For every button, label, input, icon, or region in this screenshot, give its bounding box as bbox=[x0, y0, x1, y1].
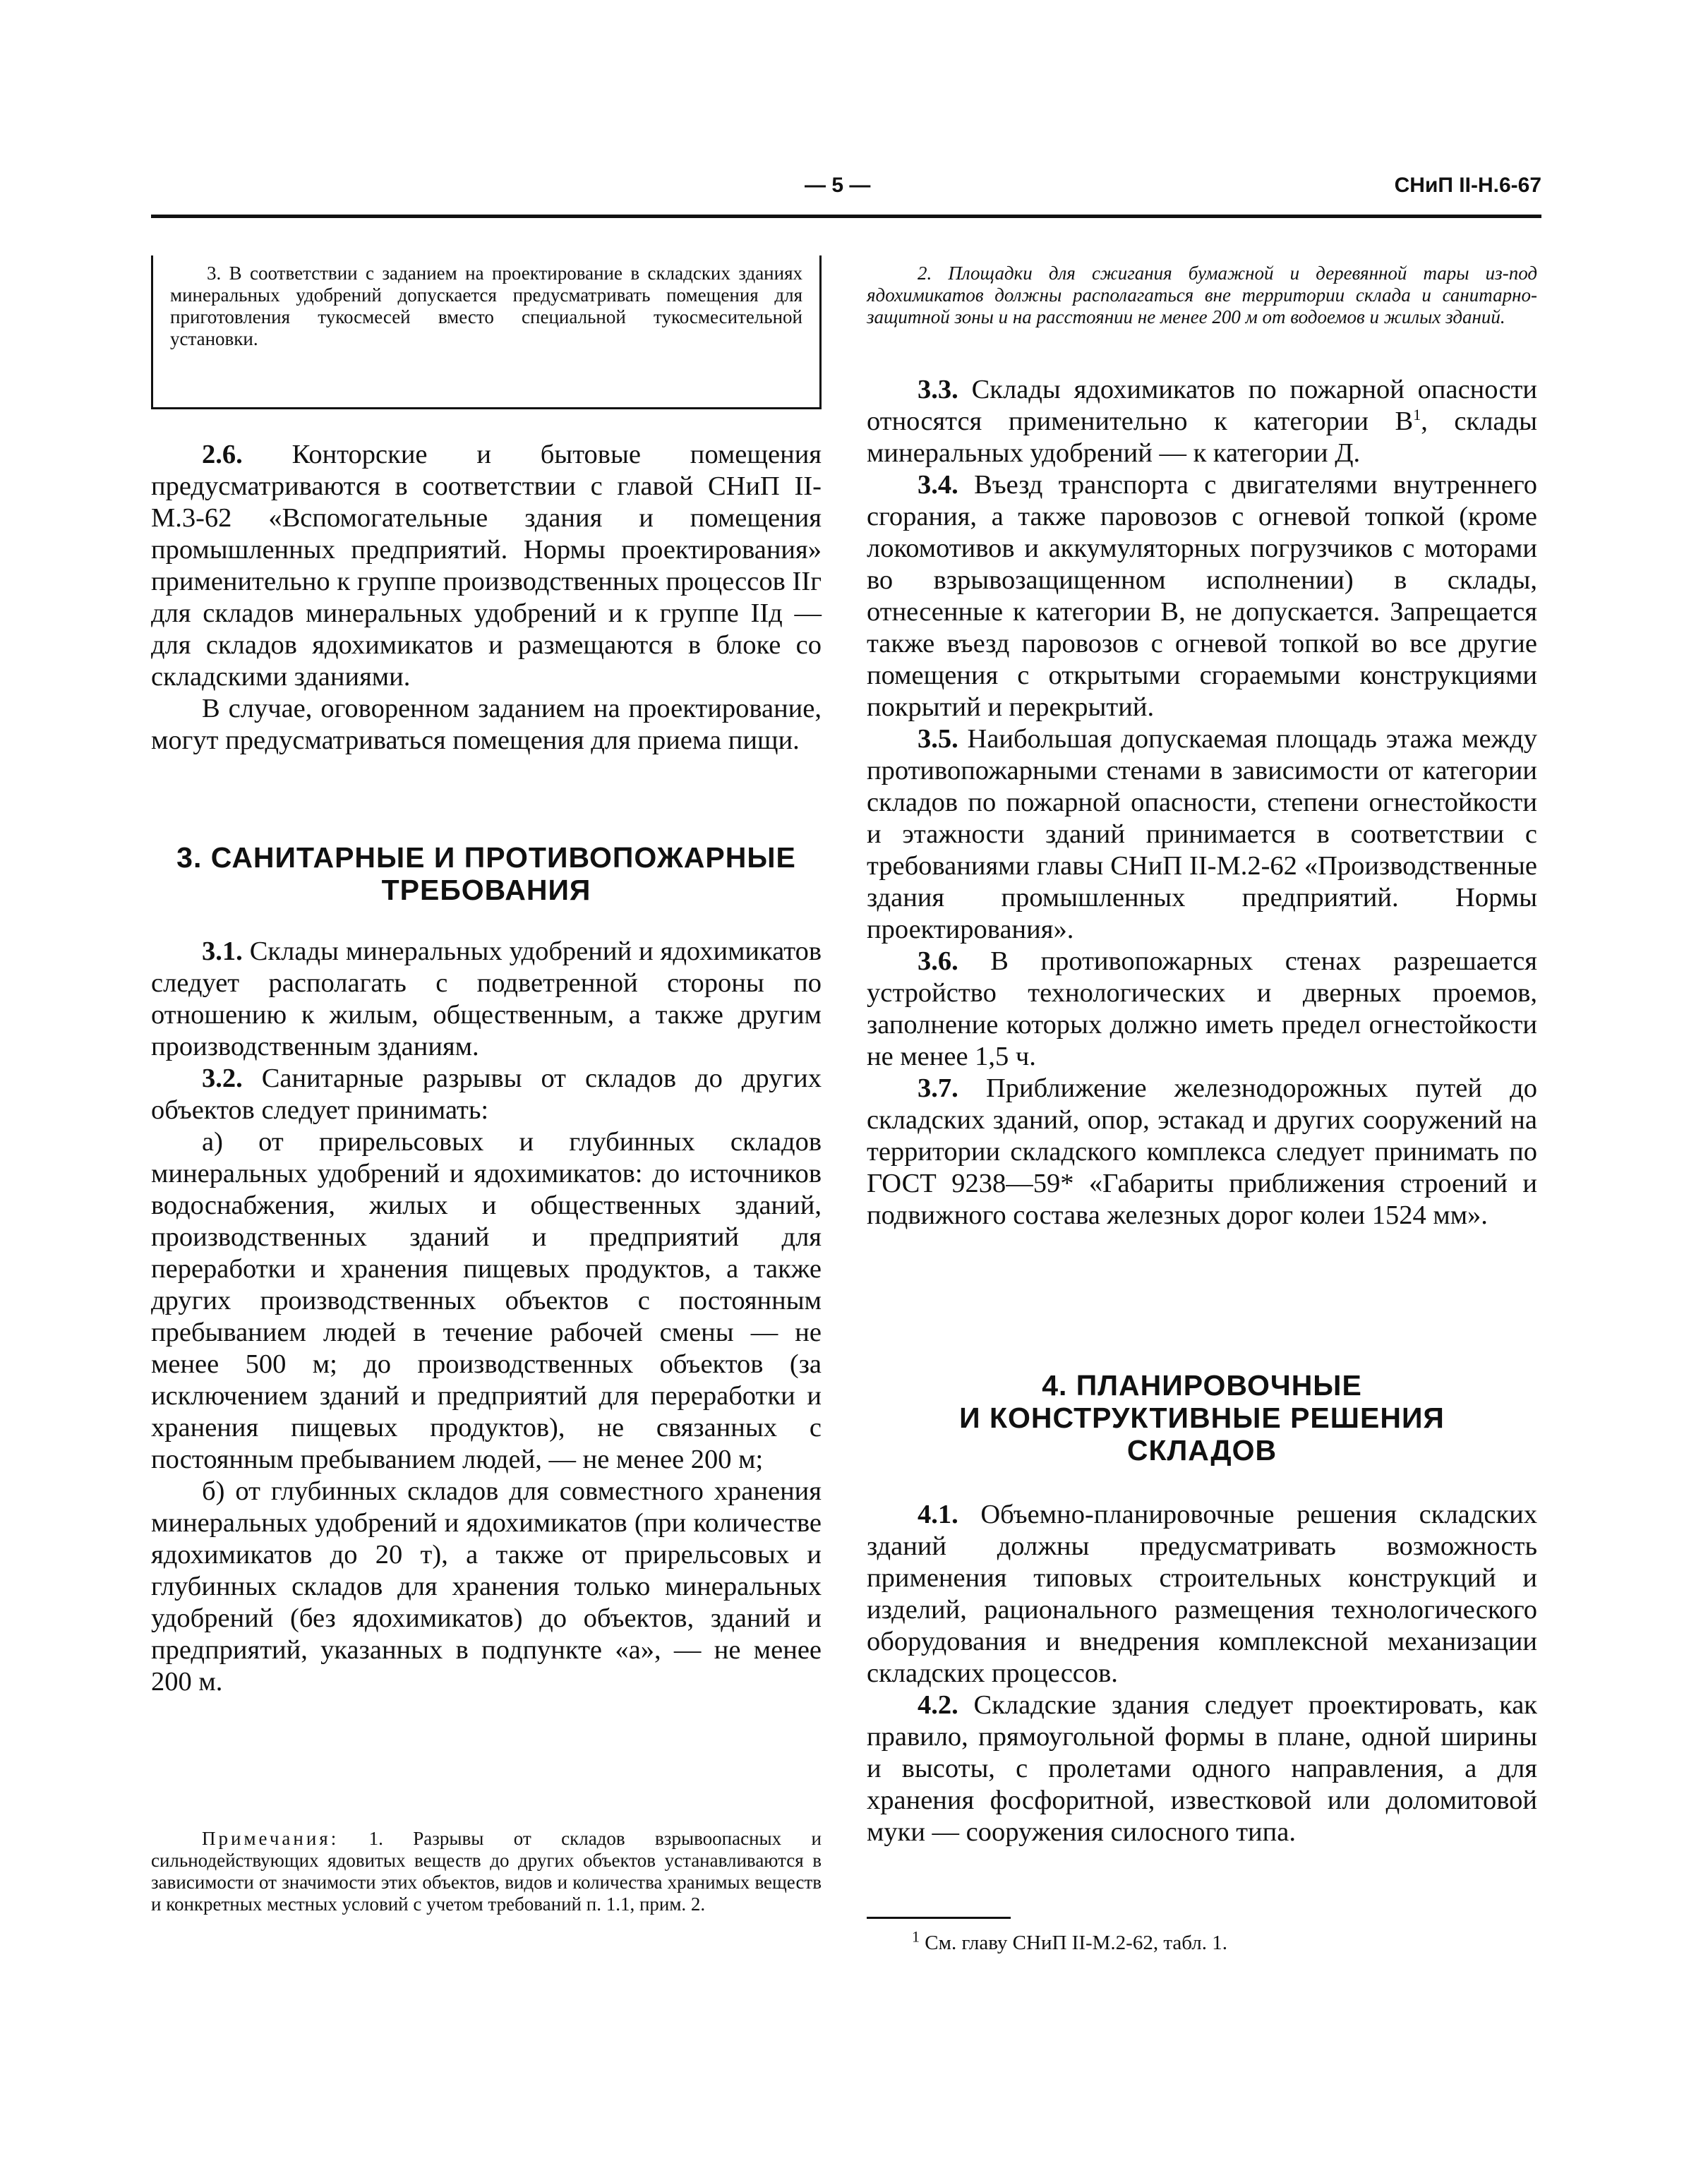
paragraph-number: 3.2. bbox=[202, 1064, 243, 1093]
paragraph-number: 3.5. bbox=[918, 724, 958, 754]
document-code: СНиП II-Н.6-67 bbox=[1394, 174, 1541, 197]
header-rule bbox=[151, 215, 1541, 218]
paragraph-number: 3.6. bbox=[918, 946, 958, 976]
paragraph-text: Наибольшая допускаемая площадь этажа между противопожарными стенами в зависимости от категории складов по пожарной опасности, степени огнестойкости и этажности зданий принимается в соответствии с требованиями главы СНиП II-М.2-62 «Производственные здания промышленных предприятий. Нормы проектирования». bbox=[867, 724, 1537, 944]
section-heading-line: И КОНСТРУКТИВНЫЕ РЕШЕНИЯ bbox=[959, 1402, 1445, 1434]
notes-text: 1. Разрывы от складов взрывоопасных и сильнодействующих ядовитых веществ до других объектов устанавливаются в зависимости от значимости этих объектов, видов и количества хранимых веществ и конкретных местных условий с учетом требований п. 1.1, прим. 2. bbox=[151, 1828, 822, 1915]
section-heading-line: ТРЕБОВАНИЯ bbox=[381, 874, 591, 906]
paragraph-number: 2.6. bbox=[202, 440, 243, 469]
boxed-note bbox=[151, 255, 822, 409]
notes-block bbox=[151, 1828, 822, 1915]
paragraph-number: 4.1. bbox=[918, 1500, 958, 1529]
subitem-b: б) от глубинных складов для совместного хранения минеральных удобрений и ядохимикатов (при количестве ядохимикатов до 20 т), а также от прирельсовых и глубинных складов для хранения только минеральных удобрений (без ядохимикатов) до объектов, зданий и предприятий, указанных в подпункте «а», — не менее 200 м. bbox=[151, 1476, 822, 1697]
paragraph-text: , склады минеральных удобрений — к категории Д. bbox=[867, 406, 1537, 468]
paragraph-number: 3.4. bbox=[918, 470, 958, 500]
footnote-text: См. главу СНиП II-М.2-62, табл. 1. bbox=[925, 1932, 1227, 1954]
paragraph-number: 4.2. bbox=[918, 1690, 958, 1720]
paragraph-text: Склады ядохимикатов по пожарной опасности относятся применительно к категории В bbox=[867, 375, 1538, 436]
paragraph-continuation: В случае, оговоренном заданием на проектирование, могут предусматриваться помещения для приема пищи. bbox=[151, 694, 822, 755]
section-heading-line: 3. САНИТАРНЫЕ И ПРОТИВОПОЖАРНЫЕ bbox=[176, 841, 796, 874]
section-3-right-body bbox=[867, 374, 1537, 1231]
footnote bbox=[912, 1927, 1227, 1955]
section-4-heading bbox=[867, 1369, 1537, 1467]
note-2 bbox=[867, 263, 1537, 328]
paragraph-text: Приближение железнодорожных путей до складских зданий, опор, эстакад и других сооружений на территории складского комплекса следует принимать по ГОСТ 9238—59* «Габариты приближения строений и подвижного состава железных дорог колеи 1524 мм». bbox=[867, 1073, 1537, 1230]
paragraph-text: Въезд транспорта с двигателями внутреннего сгорания, а также паровозов с огневой топкой (кроме локомотивов и аккумуляторных погрузчиков с моторами во взрывозащищенном исполнении) в склады, отнесенные к категории В, не допускается. Запрещается также въезд паровозов с огневой топкой во все другие помещения с открытыми сгораемыми конструкциями покрытий и перекрытий. bbox=[867, 470, 1537, 722]
subitem-a: а) от прирельсовых и глубинных складов минеральных удобрений и ядохимикатов: до источников водоснабжения, жилых и общественных зданий, производственных зданий и предприятий для переработки и хранения пищевых продуктов, а также других производственных объектов с постоянным пребыванием людей в течение рабочей смены — не менее 500 м; до производственных объектов (за исключением зданий и предприятий для переработки и хранения пищевых продуктов), не связанных с постоянным пребыванием людей, — не менее 200 м; bbox=[151, 1127, 822, 1474]
paragraph-text: Санитарные разрывы от складов до других объектов следует принимать: bbox=[151, 1064, 822, 1125]
paragraph-number: 3.3. bbox=[918, 375, 958, 404]
paragraph-text: В противопожарных стенах разрешается устройство технологических и дверных проемов, заполнение которых должно иметь предел огнестойкости не менее 1,5 ч. bbox=[867, 946, 1538, 1071]
section-heading-line: СКЛАДОВ bbox=[1126, 1434, 1277, 1467]
page-number: — 5 — bbox=[805, 174, 871, 197]
paragraph-text: Конторские и бытовые помещения предусматриваются в соответствии с главой СНиП II-М.3-62 «Вспомогательные здания и помещения промышленных предприятий. Нормы проектирования» применительно к группе производственных процессов IIг для складов минеральных удобрений и к группе IIд — для складов ядохимикатов и размещаются в блоке со складскими зданиями. bbox=[151, 440, 822, 692]
footnote-rule bbox=[867, 1917, 1011, 1919]
notes-label: Примечания: bbox=[202, 1828, 339, 1849]
footnote-mark: 1 bbox=[912, 1927, 920, 1946]
section-heading-line: 4. ПЛАНИРОВОЧНЫЕ bbox=[1042, 1369, 1362, 1402]
paragraph-2-6 bbox=[151, 439, 822, 757]
paragraph-text: Складские здания следует проектировать, как правило, прямоугольной формы в плане, одной ширины и высоты, с пролетами одного направления, а для хранения фосфоритной, известковой или доломитовой муки — сооружения силосного типа. bbox=[867, 1690, 1538, 1847]
section-3-body bbox=[151, 936, 822, 1698]
paragraph-text: Склады минеральных удобрений и ядохимикатов следует располагать с подветренной стороны по отношению к жилым, общественным, а также другим производственным зданиям. bbox=[151, 937, 822, 1061]
paragraph-number: 3.1. bbox=[202, 937, 243, 966]
note-2-text: 2. Площадки для сжигания бумажной и деревянной тары из-под ядохимикатов должны располагаться вне территории склада и санитарно-защитной зоны и на расстоянии не менее 200 м от водоемов и жилых зданий. bbox=[867, 263, 1537, 327]
paragraph-text: Объемно-планировочные решения складских зданий должны предусматривать возможность применения типовых строительных конструкций и изделий, рационального размещения технологического оборудования и внедрения комплексной механизации складских процессов. bbox=[867, 1500, 1538, 1688]
section-3-heading bbox=[151, 841, 822, 906]
paragraph-number: 3.7. bbox=[918, 1073, 958, 1103]
section-4-body bbox=[867, 1499, 1537, 1848]
footnote-ref: 1 bbox=[1413, 406, 1421, 424]
boxed-note-text: 3. В соответствии с заданием на проектирование в складских зданиях минеральных удобрений допускается предусматривать помещения для приготовления тукосмесей вместо специальной тукосмесительной установки. bbox=[170, 263, 802, 349]
